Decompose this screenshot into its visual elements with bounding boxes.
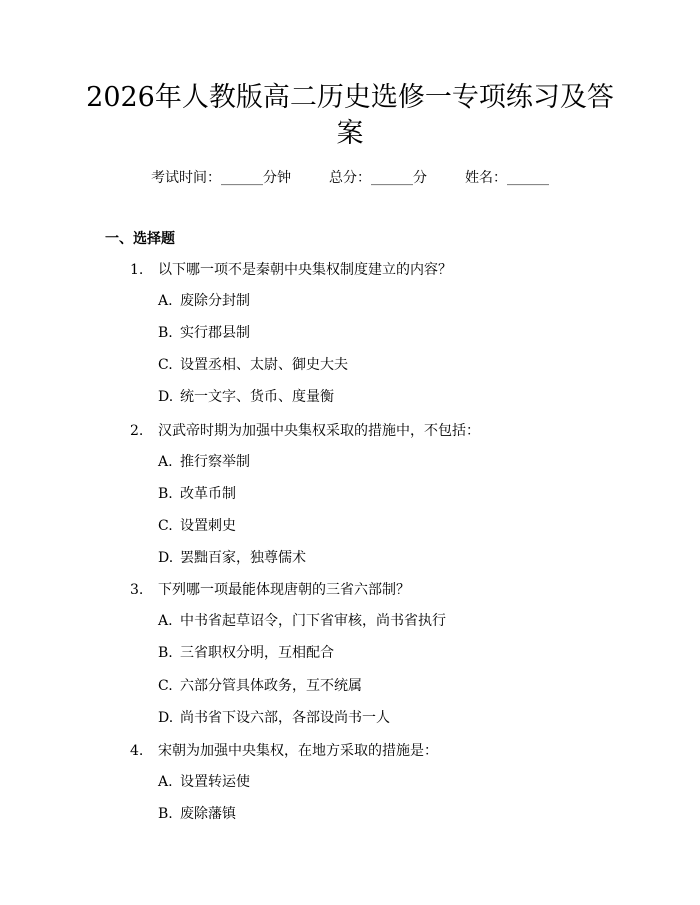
question-number: 1.: [130, 262, 144, 278]
section-title: 一、选择题: [105, 231, 175, 247]
question-4-option-b: [158, 804, 236, 824]
document-title: 2026年人教版高二历史选修一专项练习及答案: [86, 82, 614, 149]
question-number: 3.: [130, 582, 144, 598]
option-text: 三省职权分明，互相配合: [180, 645, 334, 661]
option-letter: B.: [158, 486, 173, 502]
option-letter: D.: [158, 710, 174, 726]
exam-time-label: 考试时间：______分钟: [151, 170, 291, 186]
question-4-option-a: [158, 772, 250, 792]
option-text: 尚书省下设六部，各部设尚书一人: [180, 710, 390, 726]
option-text: 罢黜百家，独尊儒术: [180, 550, 306, 566]
option-letter: B.: [158, 806, 173, 822]
question-3-option-a: [158, 611, 446, 631]
question-3-option-b: [158, 643, 334, 663]
question-3-option-d: [158, 708, 390, 728]
option-text: 设置刺史: [180, 518, 236, 534]
option-text: 六部分管具体政务，互不统属: [180, 678, 362, 694]
question-1-option-b: [158, 323, 250, 343]
option-text: 推行察举制: [180, 454, 250, 470]
option-text: 中书省起草诏令，门下省审核，尚书省执行: [180, 613, 446, 629]
option-letter: C.: [158, 518, 173, 534]
question-number: 2.: [130, 423, 144, 439]
question-2-option-d: [158, 548, 306, 568]
question-number: 4.: [130, 743, 144, 759]
question-2-option-c: [158, 516, 236, 536]
total-score-label: 总分：______分: [329, 170, 427, 186]
option-text: 设置转运使: [180, 774, 250, 790]
question-1-option-d: [158, 387, 334, 407]
option-text: 改革币制: [180, 486, 236, 502]
option-letter: B.: [158, 325, 173, 341]
question-2-option-b: [158, 484, 236, 504]
question-text: 宋朝为加强中央集权，在地方采取的措施是：: [158, 743, 438, 759]
question-1-option-c: [158, 355, 348, 375]
question-1-option-a: [158, 291, 250, 311]
question-2-option-a: [158, 452, 250, 472]
option-letter: C.: [158, 678, 173, 694]
question-text: 汉武帝时期为加强中央集权采取的措施中，不包括：: [158, 423, 480, 439]
question-text: 下列哪一项最能体现唐朝的三省六部制？: [158, 582, 410, 598]
option-text: 设置丞相、太尉、御史大夫: [180, 357, 348, 373]
option-letter: A.: [158, 774, 173, 790]
question-text: 以下哪一项不是秦朝中央集权制度建立的内容？: [158, 262, 452, 278]
option-letter: C.: [158, 357, 173, 373]
option-letter: A.: [158, 454, 173, 470]
question-3-option-c: [158, 676, 362, 696]
option-text: 废除藩镇: [180, 806, 236, 822]
option-text: 废除分封制: [180, 293, 250, 309]
student-name-label: 姓名：______: [465, 170, 549, 186]
option-letter: D.: [158, 389, 174, 405]
option-text: 实行郡县制: [180, 325, 250, 341]
option-text: 统一文字、货币、度量衡: [180, 389, 334, 405]
option-letter: D.: [158, 550, 174, 566]
option-letter: B.: [158, 645, 173, 661]
option-letter: A.: [158, 293, 173, 309]
option-letter: A.: [158, 613, 173, 629]
exam-info-line: [0, 168, 700, 188]
